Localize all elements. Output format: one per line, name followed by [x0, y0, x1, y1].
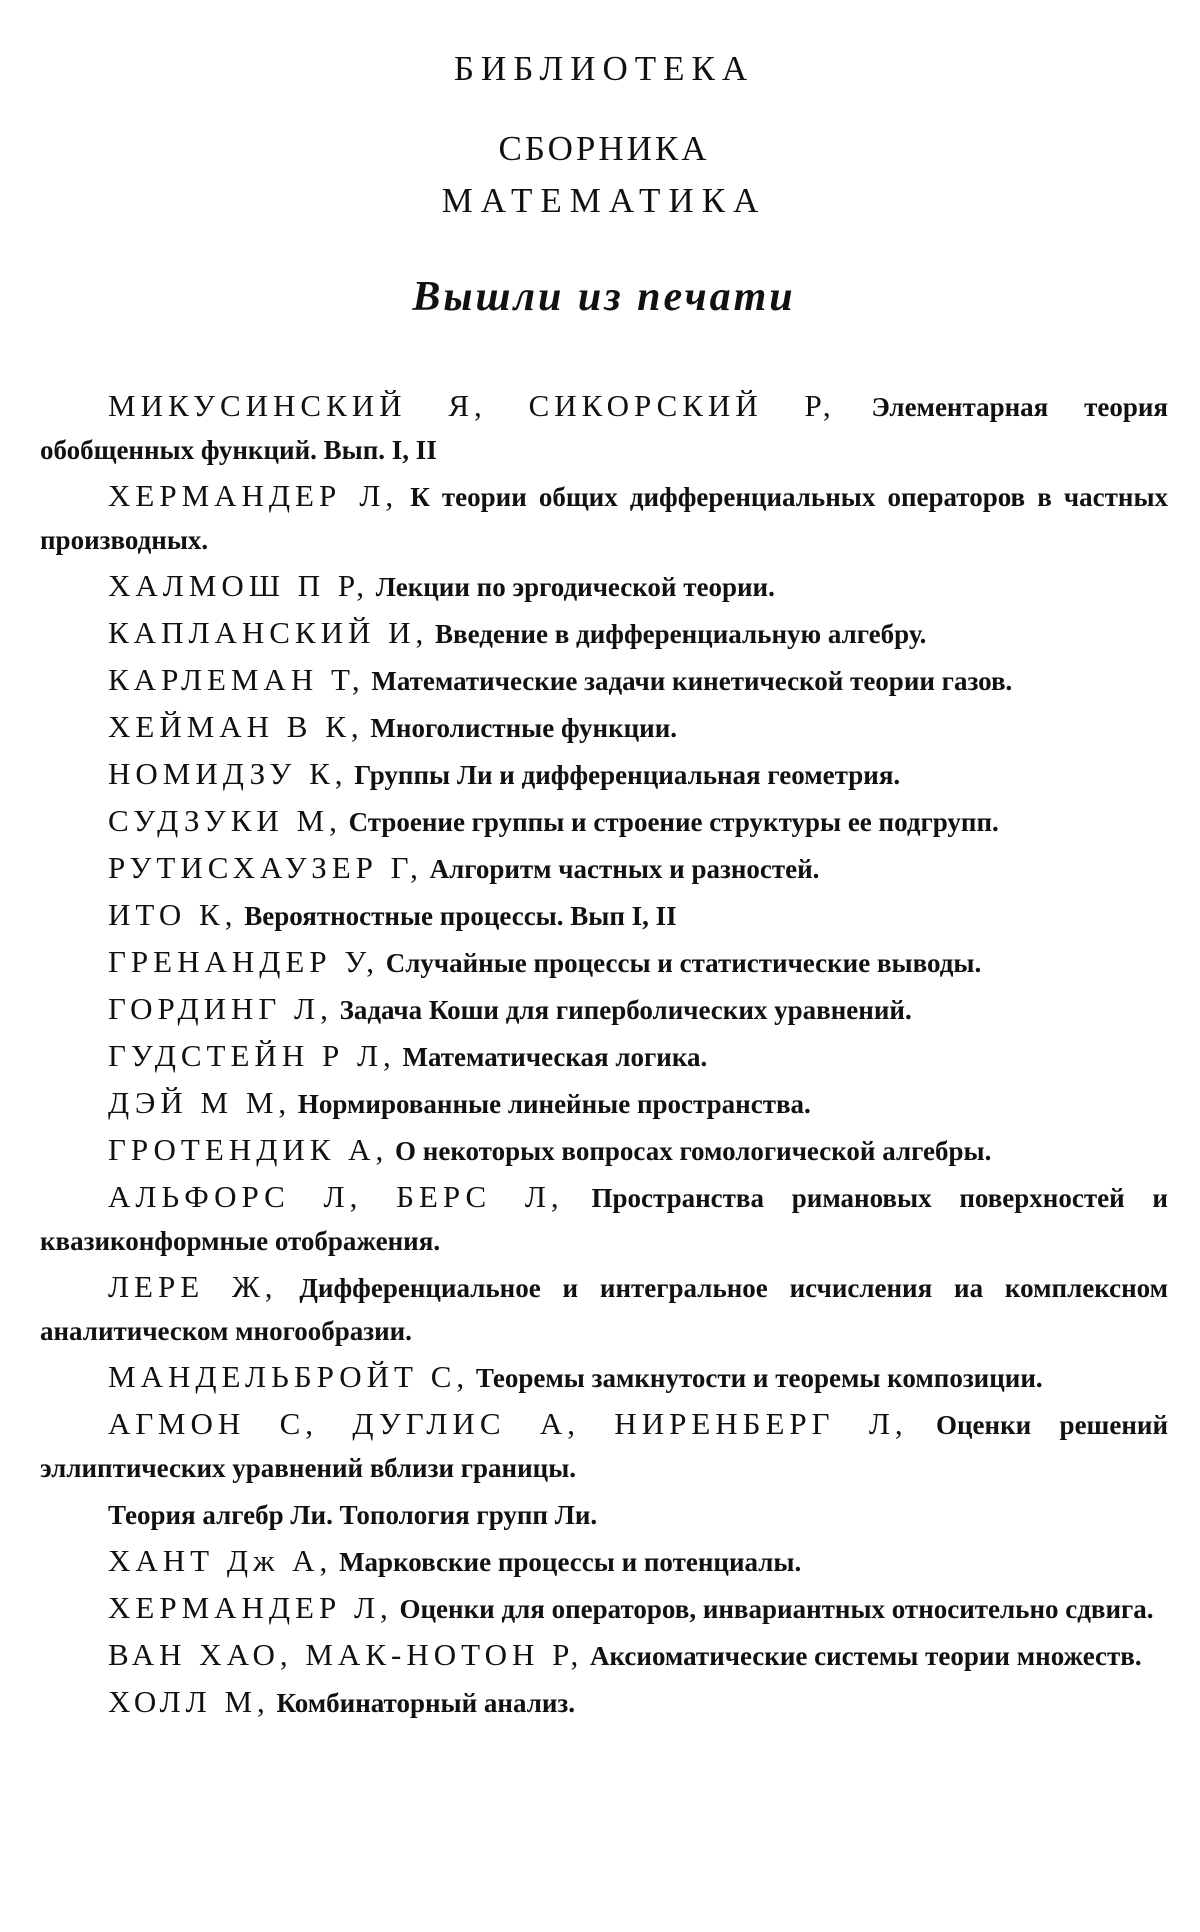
entry-title: Математическая логика.	[402, 1042, 708, 1073]
entry-title: Нормированные линейные пространства.	[297, 1089, 811, 1120]
entry-title: К теории общих дифференциальных операторов в частных производных.	[40, 482, 1169, 556]
list-item	[40, 1128, 1168, 1173]
entry-title: Введение в дифференциальную алгебру.	[435, 619, 927, 650]
entry-author: ГУДСТЕЙН Р Л,	[108, 1038, 396, 1074]
entry-author: ГОРДИНГ Л,	[108, 991, 333, 1027]
list-item	[40, 1633, 1168, 1678]
entry-title: Оценки для операторов, инвариантных относительно сдвига.	[399, 1594, 1154, 1625]
entry-author: КАПЛАНСКИЙ И,	[108, 615, 429, 651]
list-item	[40, 384, 1168, 472]
entry-title: О некоторых вопросах гомологической алгебры.	[395, 1136, 992, 1167]
entry-title: Комбинаторный анализ.	[276, 1688, 576, 1719]
section-subtitle: Вышли из печати	[412, 274, 796, 320]
list-item	[40, 893, 1168, 938]
entry-title: Вероятностные процессы. Вып I, II	[244, 901, 677, 932]
list-item	[40, 1539, 1168, 1584]
list-item	[40, 940, 1168, 985]
entry-author: АГМОН С, ДУГЛИС А, НИРЕНБЕРГ Л,	[108, 1406, 908, 1442]
entry-author: ХЕРМАНДЕР Л,	[108, 478, 399, 514]
entry-author: СУДЗУКИ М,	[108, 803, 342, 839]
entry-title: Пространства римановых поверхностей и квазиконформные отображения.	[40, 1183, 1168, 1257]
entry-title: Теоремы замкнутости и теоремы композиции.	[475, 1363, 1043, 1394]
entry-title: Теория алгебр Ли. Топология групп Ли.	[108, 1500, 598, 1531]
entry-author: ХАЛМОШ П Р,	[108, 568, 370, 604]
entry-author: ХЕЙМАН В К,	[108, 709, 364, 745]
entry-title: Марковские процессы и потенциалы.	[339, 1547, 802, 1578]
list-item	[40, 1034, 1168, 1079]
entry-author: НОМИДЗУ К,	[108, 756, 348, 792]
entry-title: Аксиоматические системы теории множеств.	[590, 1641, 1142, 1672]
series-title-line-2: СБОРНИКА	[498, 129, 710, 168]
entry-title: Многолистные функции.	[370, 713, 678, 744]
list-item	[40, 1355, 1168, 1400]
entry-title: Математические задачи кинетической теории газов.	[371, 666, 1013, 697]
entry-title: Алгоритм частных и разностей.	[429, 854, 820, 885]
entry-author: АЛЬФОРС Л, БЕРС Л,	[108, 1179, 564, 1215]
list-item	[40, 987, 1168, 1032]
list-item	[40, 1265, 1168, 1353]
list-item	[40, 658, 1168, 703]
list-item	[40, 1402, 1168, 1490]
list-item	[40, 1586, 1168, 1631]
series-title-line-1: БИБЛИОТЕКА	[453, 49, 755, 88]
entry-title: Задача Коши для гиперболических уравнений.	[339, 995, 912, 1026]
entry-author: РУТИСХАУЗЕР Г,	[108, 850, 423, 886]
list-item	[40, 1081, 1168, 1126]
entry-author: ВАН ХАО, МАК-НОТОН Р,	[108, 1637, 584, 1673]
entry-title: Лекции по эргодической теории.	[375, 572, 775, 603]
page-header	[40, 48, 1168, 322]
list-item	[40, 705, 1168, 750]
entry-title: Строение группы и строение структуры ее подгрупп.	[348, 807, 999, 838]
series-title-line-3: МАТЕМАТИКА	[441, 181, 767, 220]
list-item	[40, 846, 1168, 891]
list-item	[40, 1492, 1168, 1537]
entry-author: ГРОТЕНДИК А,	[108, 1132, 389, 1168]
entry-author: ХОЛЛ М,	[108, 1684, 270, 1720]
entry-title: Элементарная теория обобщенных функций. Вып. I, II	[40, 392, 1169, 466]
entry-title: Группы Ли и дифференциальная геометрия.	[354, 760, 901, 791]
entry-title: Оценки решений эллиптических уравнений вблизи границы.	[40, 1410, 1168, 1484]
entry-author: ЛЕРЕ Ж,	[108, 1269, 278, 1305]
entry-author: МИКУСИНСКИЙ Я, СИКОРСКИЙ Р,	[108, 388, 836, 424]
entry-author: КАРЛЕМАН Т,	[108, 662, 365, 698]
entry-author: ХАНТ Дж А,	[108, 1543, 333, 1579]
entry-title: Дифференциальное и интегральное исчисления иа комплексном аналитическом многообразии.	[40, 1273, 1169, 1347]
entry-author: ДЭЙ М М,	[108, 1085, 292, 1121]
entry-author: ГРЕНАНДЕР У,	[108, 944, 379, 980]
list-item	[40, 564, 1168, 609]
list-item	[40, 611, 1168, 656]
list-item	[40, 1175, 1168, 1263]
list-item	[40, 799, 1168, 844]
entry-author: МАНДЕЛЬБРОЙТ С,	[108, 1359, 470, 1395]
list-item	[40, 752, 1168, 797]
entry-author: ИТО К,	[108, 897, 238, 933]
list-item	[40, 1680, 1168, 1725]
publication-list	[40, 384, 1168, 1725]
entry-title: Случайные процессы и статистические выводы.	[385, 948, 982, 979]
list-item	[40, 474, 1168, 562]
entry-author: ХЕРМАНДЕР Л,	[108, 1590, 393, 1626]
